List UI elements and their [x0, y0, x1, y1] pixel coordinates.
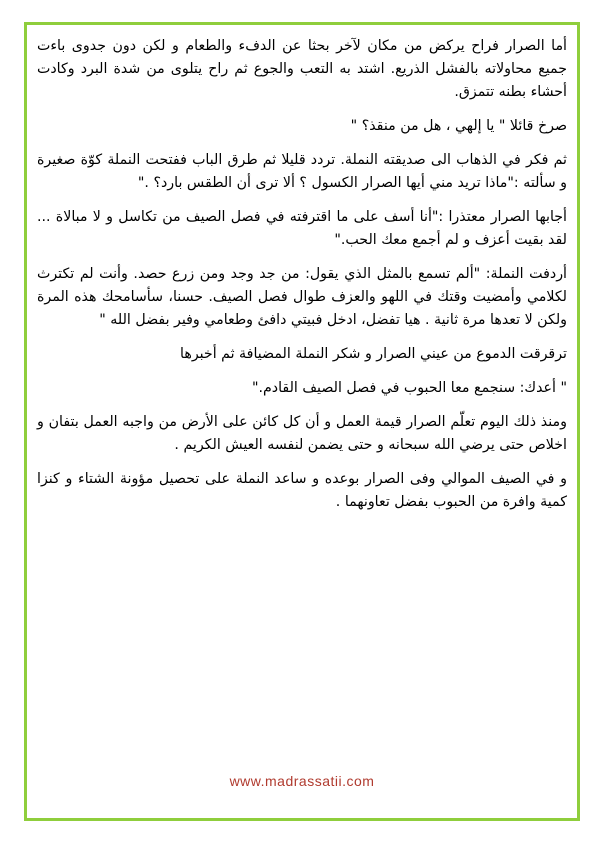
paragraph-1: أما الصرار فراح يركض من مكان لآخر بحثا عن الدفء والطعام و لكن دون جدوى باءت جميع محاولاته بالفشل الذريع. اشتد به التعب والجوع ثم راح يتلوى من شدة البرد وكادت أحشاء بطنه تتمزق.	[37, 38, 567, 100]
paragraph-3: ثم فكر في الذهاب الى صديقته النملة. تردد قليلا ثم طرق الباب ففتحت النملة كوّة صغيرة و سألته :"ماذا تريد مني أيها الصرار الكسول ؟ ألا ترى أن الطقس بارد؟ ."	[37, 152, 567, 191]
paragraph-7: " أعدك: سنجمع معا الحبوب في فصل الصيف القادم."	[251, 380, 567, 396]
story-text	[37, 35, 567, 525]
page-frame	[24, 22, 580, 821]
paragraph-2: صرخ قائلا " يا إلهي ، هل من منقذ؟ "	[350, 118, 567, 134]
footer-website-link[interactable]: www.madrassatii.com	[229, 773, 375, 789]
paragraph-5: أردفت النملة: "ألم تسمع بالمثل الذي يقول: من جد وجد ومن زرع حصد. وأنت لم تكترث لكلامي وأمضيت وقتك في اللهو والعزف طوال فصل الصيف. حسنا، سأسامحك هذه المرة ولكن لا تعدها مرة ثانية . هيا تفضل، ادخل فبيتي دافئ وطعامي وفير بفضل الله "	[37, 266, 567, 328]
paragraph-6: ترقرقت الدموع من عيني الصرار و شكر النملة المضيافة ثم أخبرها	[180, 346, 567, 362]
paragraph-9: و في الصيف الموالي وفى الصرار بوعده و ساعد النملة على تحصيل مؤونة الشتاء و كنزا كمية وافرة من الحبوب بفضل تعاونهما .	[37, 471, 567, 510]
paragraph-4: أجابها الصرار معتذرا :"أنا أسف على ما اقترفته في فصل الصيف من تكاسل و لا مبالاة ... لقد بقيت أعزف و لم أجمع معك الحب."	[37, 209, 567, 248]
paragraph-8: ومنذ ذلك اليوم تعلّم الصرار قيمة العمل و أن كل كائن على الأرض من واجبه العمل بتفان و اخلاص حتى يرضي الله سبحانه و حتى يضمن لنفسه العيش الكريم .	[37, 414, 567, 453]
